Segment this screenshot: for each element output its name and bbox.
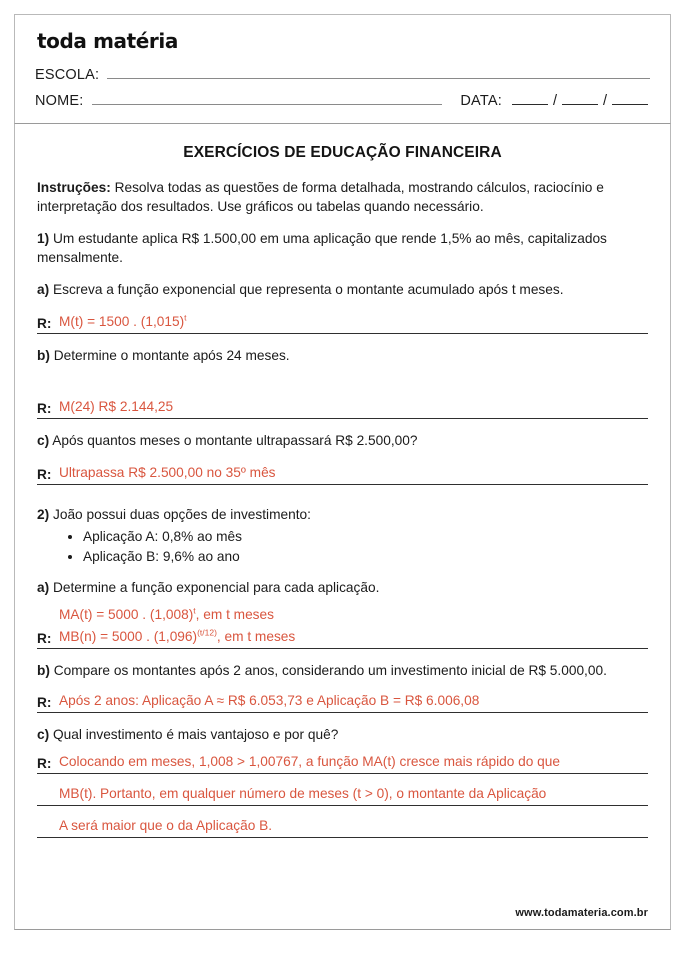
instructions-label: Instruções: [37,180,111,195]
date-separator-2: / [602,93,607,109]
question-1-statement [37,229,648,268]
question-1b-text: Determine o montante após 24 meses. [53,348,290,364]
answer-line[interactable] [37,690,648,713]
exponent: t [193,605,196,616]
answer-value-line-1: Colocando em meses, 1,008 > 1,00767, a função MA(t) cresce mais rápido do que [59,754,561,770]
site-footer: www.todamateria.com.br [515,907,648,919]
question-1a-letter: a) [37,281,50,297]
date-month-rule[interactable] [562,93,598,105]
question-2-statement [37,505,648,524]
exponent: (t/12) [197,627,217,638]
answer-value-line-2: MB(n) = 5000 . $(1,096)^{(t/12)}$, em t meses [59,627,296,645]
answer-line[interactable] [37,783,648,806]
answer-value: M(24) R$ 2.144,25 [59,398,174,414]
answer-value: M(t) = 1500 . $(1,015)^t$ [59,312,187,330]
date-separator-1: / [552,93,557,109]
answer-value: Ultrapassa R$ 2.500,00 no 35º mês [59,465,276,481]
question-2a-text: Determine a função exponencial para cada aplicação. [52,579,380,595]
answer-line[interactable] [37,626,648,649]
list-item: • Aplicação A: 0,8% ao mês [83,527,648,548]
question-1b-answer [37,396,648,419]
question-1c-answer [37,462,648,485]
list-item: • Aplicação B: 9,6% ao ano [83,547,648,568]
answer-line[interactable] [37,815,648,838]
answer-tag: R: [37,400,52,416]
school-field-row [35,67,650,83]
instructions [37,178,648,217]
answer-tag: R: [37,694,52,710]
name-date-field-row [35,93,650,109]
question-2a-prompt [37,578,648,597]
question-1a-answer [37,311,648,334]
answer-value-line-1: MA(t) = 5000 . $(1,008)^t$, em t meses [59,605,274,623]
question-1-text: Um estudante aplica R$ 1.500,00 em uma aplicação que rende 1,5% ao mês, capitalizados mensalmente. [37,230,607,266]
page-title: EXERCÍCIOS DE EDUCAÇÃO FINANCEIRA [183,144,502,161]
question-2b-letter: b) [37,663,50,679]
question-1b-letter: b) [37,348,50,364]
exponent: t [184,312,187,323]
answer-tag-spacer [37,788,59,803]
date-year-rule[interactable] [612,93,648,105]
date-field-group [460,93,650,109]
school-input-rule[interactable] [107,67,650,79]
question-2-text: João possui duas opções de investimento: [52,507,311,523]
answer-value: Após 2 anos: Aplicação A ≈ R$ 6.053,73 e Aplicação B = R$ 6.006,08 [59,692,480,708]
question-2b-text: Compare os montantes após 2 anos, considerando um investimento inicial de R$ 5.000,00. [53,663,607,679]
answer-value-line-3: A será maior que o da Aplicação B. [59,818,273,834]
answer-tag: R: [37,631,52,647]
question-1-number: 1) [37,230,50,246]
date-day-rule[interactable] [512,93,548,105]
school-label: ESCOLA: [35,67,100,83]
question-2b-answer [37,690,648,713]
answer-line[interactable] [37,604,648,626]
question-1c-text: Após quantos meses o montante ultrapassará R$ 2.500,00? [52,432,418,448]
answer-tag: R: [37,316,52,332]
brand-logo: toda matéria [37,29,178,53]
instructions-text: Resolva todas as questões de forma detalhada, mostrando cálculos, raciocínio e interpretação dos resultados. Use gráficos ou tabelas quando necessário. [37,180,604,215]
name-input-rule[interactable] [92,93,443,105]
answer-line[interactable] [37,462,648,485]
answer-line[interactable] [37,396,648,419]
spacer [37,378,648,396]
question-1c-letter: c) [37,432,50,448]
answer-tag: R: [37,467,52,483]
question-2c-letter: c) [37,726,50,742]
spacer [37,497,648,505]
answer-line[interactable] [37,751,648,774]
worksheet-header [14,14,671,124]
question-2b-prompt [37,661,648,680]
question-2a-letter: a) [37,579,50,595]
answer-line[interactable] [37,311,648,334]
question-2-option-list [37,527,648,568]
name-label: NOME: [35,93,84,109]
answer-tag-spacer [37,609,59,624]
question-1a-text: Escreva a função exponencial que representa o montante acumulado após t meses. [52,281,564,297]
question-2c-text: Qual investimento é mais vantajoso e por quê? [52,726,339,742]
question-2a-answer [37,604,648,649]
answer-value-line-2: MB(t). Portanto, em qualquer número de meses (t > 0), o montante da Aplicação [59,786,547,802]
answer-tag-spacer [37,820,59,835]
worksheet-body [14,124,671,930]
question-2c-answer [37,751,648,838]
question-1b-prompt [37,346,648,365]
question-1c-prompt [37,431,648,450]
question-1a-prompt [37,280,648,299]
answer-tag: R: [37,756,52,772]
question-2-number: 2) [37,507,50,523]
question-2c-prompt [37,725,648,744]
date-label: DATA: [460,93,502,109]
